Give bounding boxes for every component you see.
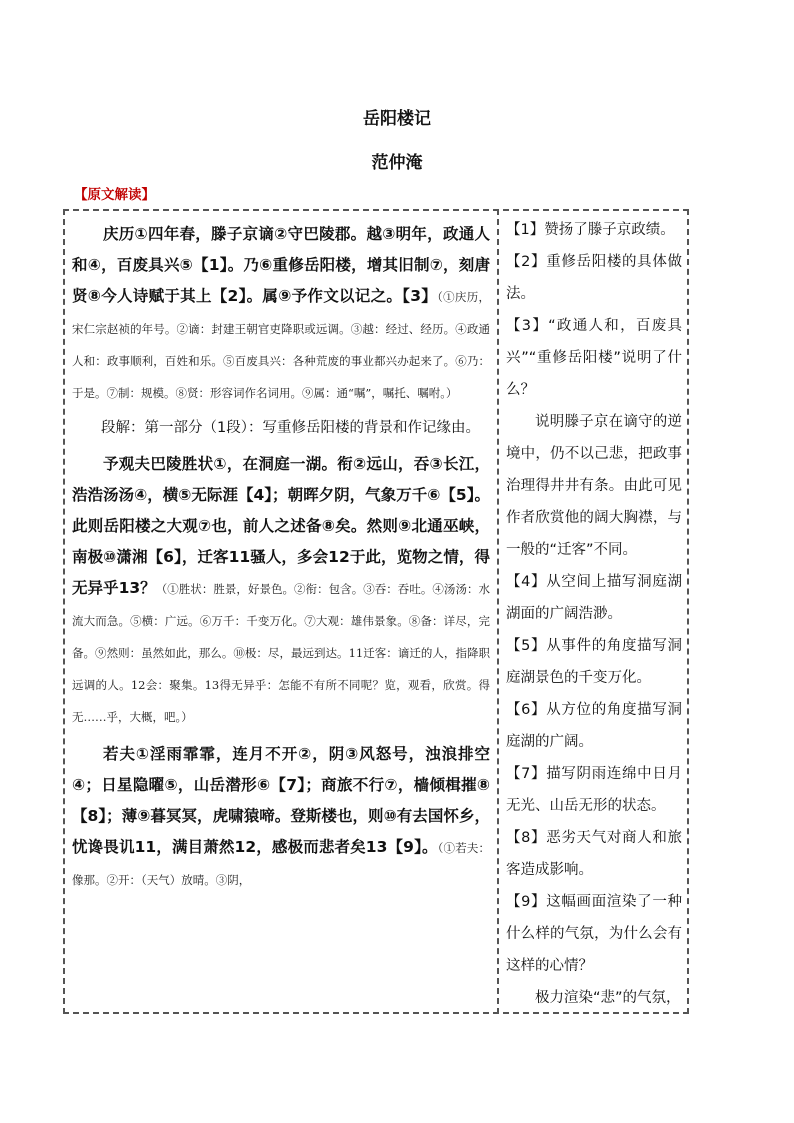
annotation-column	[506, 214, 682, 1009]
annotation-1: 【1】赞扬了滕子京政绩。	[506, 222, 675, 238]
annotation-5: 【5】从事件的角度描写洞庭湖景色的千变万化。	[506, 638, 682, 686]
segment-summary: 段解：第一部分（1段）：写重修岳阳楼的背景和作记缘由。	[101, 420, 480, 436]
annotation-6: 【6】从方位的角度描写洞庭湖的广阔。	[506, 702, 682, 750]
paragraph-1-notes: （①庆历，宋仁宗赵祯的年号。②谪：封建王朝官吏降职或远调。③越：经过、经历。④政通人和：政事顺利，百姓和乐。⑤百废具兴：各种荒废的事业都兴办起来了。⑥乃：于是。⑦制：规模。⑧贤：形容词作名词用。⑨属：通“嘱”，嘱托、嘱咐。）	[72, 290, 490, 400]
paragraph-3-text: 若夫①淫雨霏霏，连月不开②，阴③风怒号，浊浪排空④；日星隐曜⑤，山岳潜形⑥【7】；商旅不行⑦，樯倾楫摧⑧【8】；薄⑨暮冥冥，虎啸猿啼。登斯楼也，则⑩有去国怀乡，忧谗畏讥11，满目萧然12，感极而悲者矣13【9】。	[72, 745, 490, 856]
paragraph-2-text: 予观夫巴陵胜状①，在洞庭一湖。衔②远山，吞③长江，浩浩汤汤④，横⑤无际涯【4】；朝晖夕阴，气象万千⑥【5】。此则岳阳楼之大观⑦也，前人之述备⑧矣。然则⑨北通巫峡，南极⑩潇湘【6】，迁客11骚人，多会12于此，览物之情，得无异乎13？	[72, 455, 490, 597]
paragraph-2	[72, 449, 490, 733]
annotation-3: 【3】“政通人和，百废具兴”“重修岳阳楼”说明了什么？	[506, 318, 682, 398]
paragraph-2-notes: （①胜状：胜景，好景色。②衔：包含。③吞：吞吐。④汤汤：水流大而急。⑤横：广远。⑥万千：千变万化。⑦大观：雄伟景象。⑧备：详尽，完备。⑨然则：虽然如此，那么。⑩极：尽，最远到达。11迁客：谪迁的人，指降职远调的人。12会：聚集。13得无异乎：怎能不有所不同呢？览，观看，欣赏。得无……乎，大概，吧。）	[72, 582, 490, 724]
page-title: 岳阳楼记	[363, 109, 431, 129]
column-divider	[497, 209, 499, 1014]
annotation-7: 【7】描写阴雨连绵中日月无光、山岳无形的状态。	[506, 766, 682, 814]
section-label: 【原文解读】	[74, 187, 155, 203]
annotation-8: 【8】恶劣天气对商人和旅客造成影响。	[506, 830, 682, 878]
paragraph-3-notes: （①若夫：像那。②开：（天气）放晴。③阴，	[72, 841, 490, 887]
paragraph-1-text: 庆历①四年春，滕子京谪②守巴陵郡。越③明年，政通人和④，百废具兴⑤【1】。乃⑥重修岳阳楼，增其旧制⑦，刻唐贤⑧今人诗赋于其上【2】。属⑨予作文以记之。【3】	[72, 225, 490, 305]
author-name: 范仲淹	[371, 153, 423, 173]
paragraph-1	[72, 219, 490, 409]
annotation-9-answer: 极力渲染“悲”的气氛，	[535, 990, 681, 1006]
paragraph-3	[72, 739, 490, 896]
annotation-9: 【9】这幅画面渲染了一种什么样的气氛，为什么会有这样的心情？	[506, 894, 682, 974]
annotation-3-answer: 说明滕子京在谪守的逆境中，仍不以己悲，把政事治理得井井有条。由此可见作者欣赏他的阔大胸襟，与一般的“迁客”不同。	[506, 414, 682, 558]
annotation-2: 【2】重修岳阳楼的具体做法。	[506, 254, 682, 302]
original-text-column	[72, 219, 490, 1009]
annotation-4: 【4】从空间上描写洞庭湖湖面的广阔浩渺。	[506, 574, 682, 622]
